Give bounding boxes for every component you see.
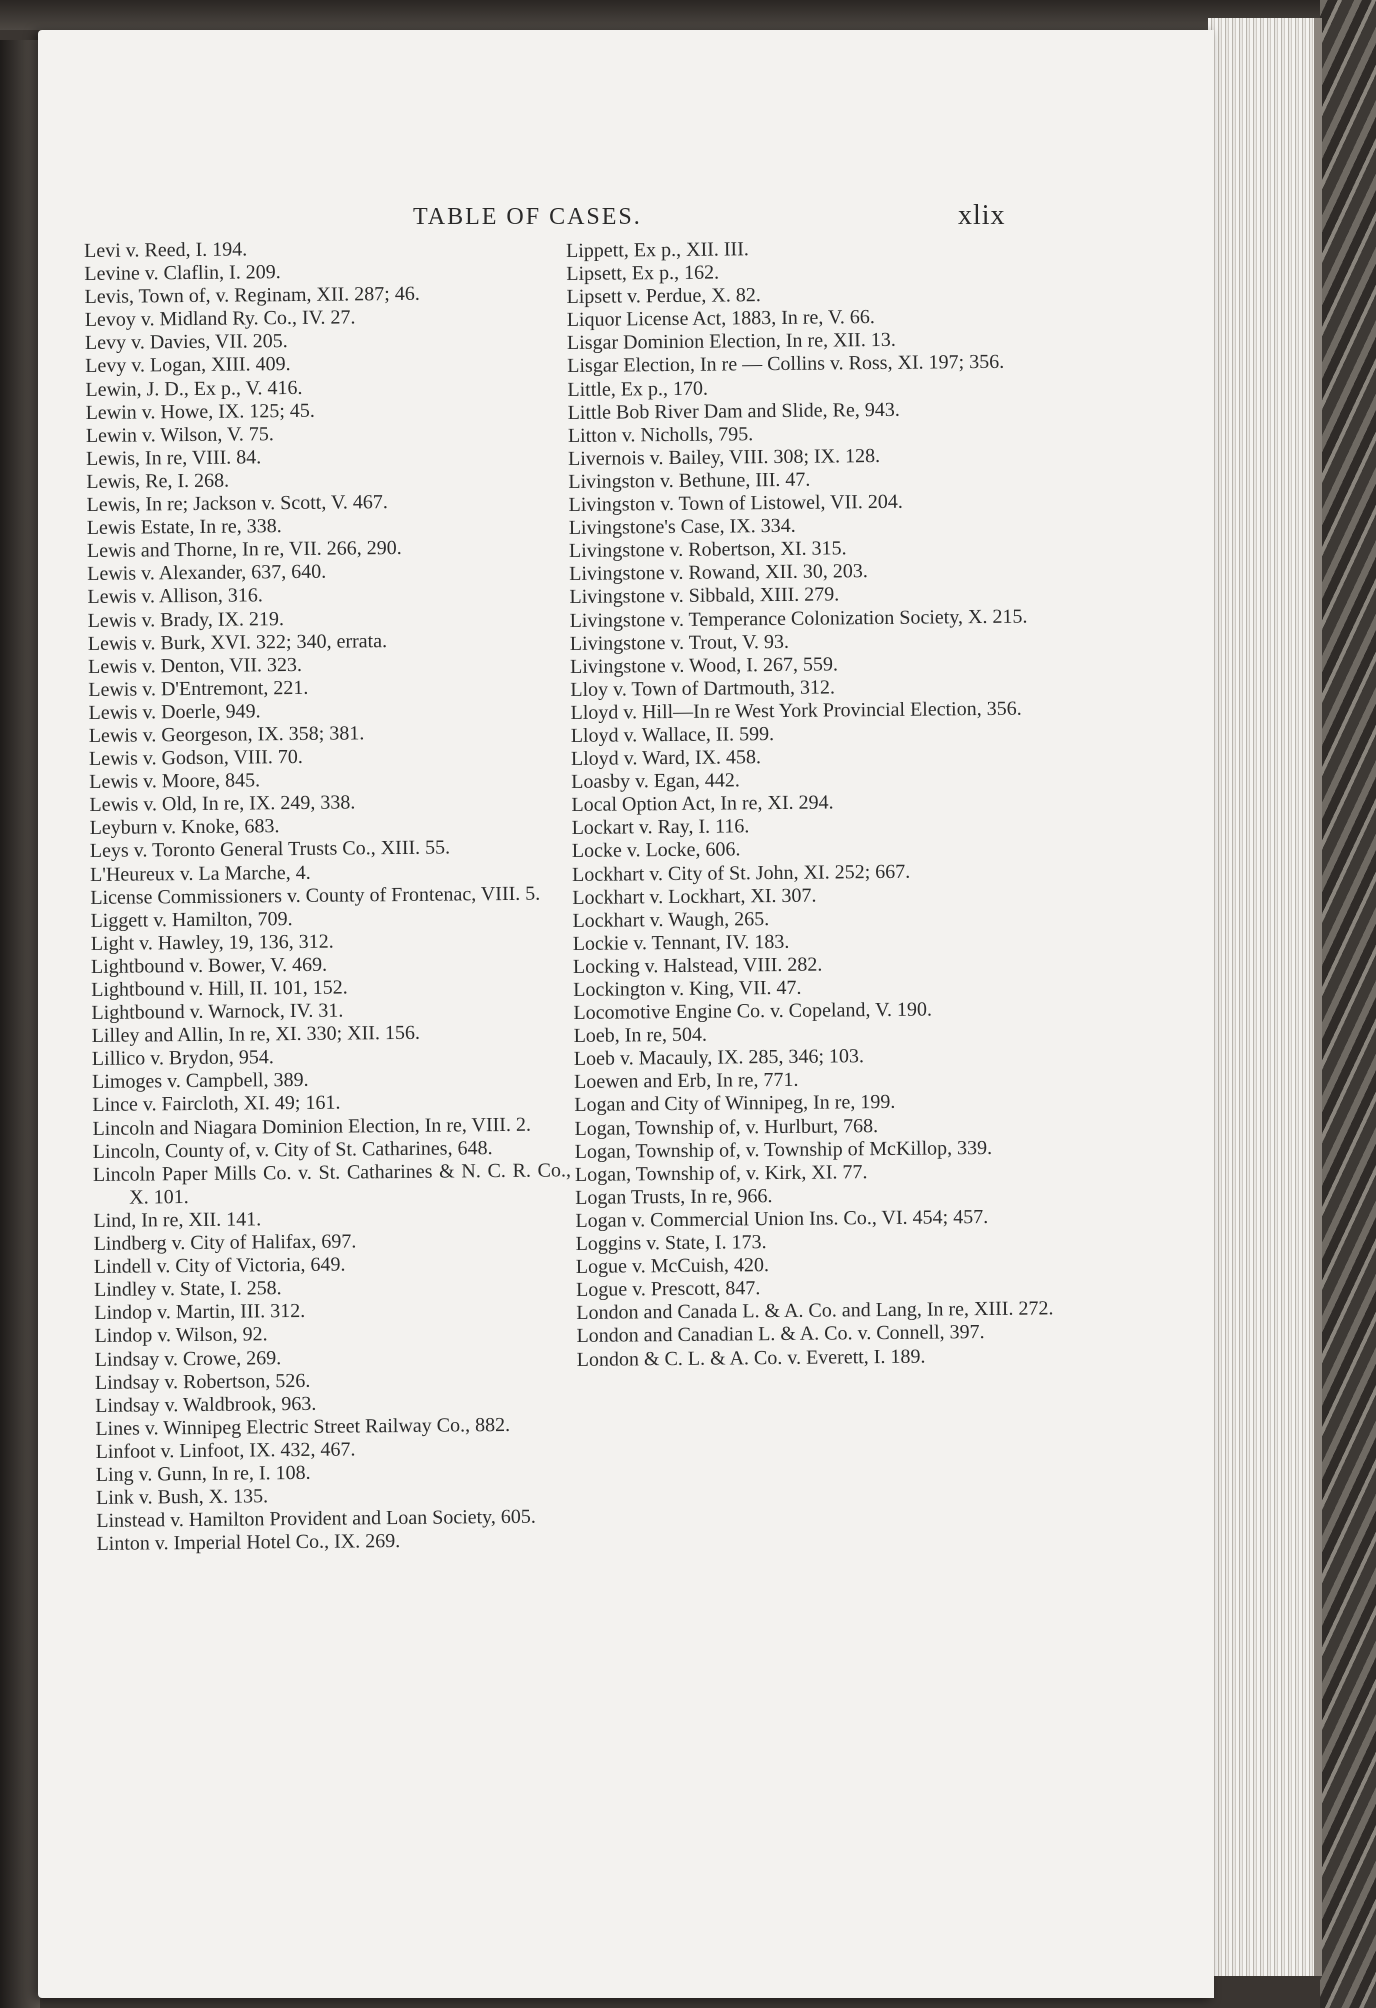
case-entry: Lewis v. D'Entremont, 221.: [88, 676, 309, 701]
case-entry: Loasby v. Egan, 442.: [571, 769, 740, 794]
case-entry: Little, Ex p., 170.: [567, 377, 709, 401]
case-entry: Local Option Act, In re, XI. 294.: [571, 791, 834, 817]
case-entry: Lindsay v. Crowe, 269.: [94, 1346, 282, 1371]
case-entry: Lincoln Paper Mills Co. v. St. Catharines & N. C. R. Co., X. 101.: [92, 1159, 572, 1209]
case-entry: Lewis Estate, In re, 338.: [86, 515, 282, 540]
case-entry: Lewis v. Moore, 845.: [89, 769, 261, 794]
case-entry: Lindop v. Wilson, 92.: [94, 1323, 268, 1348]
case-entry: Levi v. Reed, I. 194.: [84, 238, 248, 262]
case-entry: Livingstone's Case, IX. 334.: [568, 514, 796, 540]
case-entry: Lewin, J. D., Ex p., V. 416.: [85, 376, 303, 401]
case-entry: Lloyd v. Ward, IX. 458.: [570, 746, 762, 771]
case-entry: Link v. Bush, X. 135.: [95, 1485, 269, 1510]
case-entry: Liggett v. Hamilton, 709.: [90, 907, 293, 932]
case-entry: Lewis v. Old, In re, IX. 249, 338.: [89, 791, 356, 817]
case-entry: License Commissioners v. County of Frontenac, VIII. 5.: [90, 882, 541, 909]
case-entry: Livingstone v. Temperance Colonization Society, X. 215.: [569, 605, 1028, 632]
case-entry: Livingstone v. Robertson, XI. 315.: [568, 537, 847, 563]
case-entry: Little Bob River Dam and Slide, Re, 943.: [567, 398, 900, 424]
case-entry: Lightbound v. Hill, II. 101, 152.: [91, 976, 348, 1001]
case-entry: Linton v. Imperial Hotel Co., IX. 269.: [96, 1530, 401, 1556]
case-entry: Lockhart v. Waugh, 265.: [572, 907, 770, 932]
case-entry: Lilley and Allin, In re, XI. 330; XII. 156.: [91, 1022, 421, 1048]
case-entry: Lewis v. Alexander, 637, 640.: [87, 561, 327, 586]
case-entry: Lewis and Thorne, In re, VII. 266, 290.: [86, 537, 402, 563]
case-entry: Lindop v. Martin, III. 312.: [94, 1300, 306, 1325]
case-entry: Levine v. Claflin, I. 209.: [84, 261, 281, 286]
case-entry: Lockhart v. Lockhart, XI. 307.: [572, 884, 817, 909]
case-entry: Lipsett v. Perdue, X. 82.: [566, 284, 761, 309]
case-entry: Logan Trusts, In re, 966.: [575, 1184, 773, 1209]
case-entry: Lewis v. Doerle, 949.: [88, 700, 261, 724]
case-entry: Logan, Township of, v. Hurlburt, 768.: [574, 1114, 879, 1140]
case-entry: Leyburn v. Knoke, 683.: [89, 815, 280, 840]
case-entry: Livernois v. Bailey, VIII. 308; IX. 128.: [567, 444, 881, 470]
case-entry: Lindell v. City of Victoria, 649.: [93, 1253, 346, 1279]
case-entry: Loeb, In re, 504.: [573, 1023, 708, 1048]
case-entry: Lloyd v. Hill—In re West York Provincial Election, 356.: [570, 697, 1022, 724]
case-entry: Lightbound v. Bower, V. 469.: [90, 953, 328, 978]
case-entry: Levy v. Davies, VII. 205.: [84, 330, 288, 355]
case-entry: Lines v. Winnipeg Electric Street Railway Co., 882.: [95, 1413, 511, 1440]
case-entry: Lince v. Faircloth, XI. 49; 161.: [92, 1092, 341, 1117]
case-entry: Lewis v. Godson, VIII. 70.: [88, 745, 303, 771]
case-entry: Livingstone v. Wood, I. 267, 559.: [569, 653, 839, 678]
case-entry: Lewin v. Wilson, V. 75.: [85, 422, 274, 447]
case-entry: Lindberg v. City of Halifax, 697.: [93, 1230, 357, 1255]
case-entry: London and Canada L. & A. Co. and Lang, In re, XIII. 272.: [576, 1297, 1054, 1325]
case-entry: Logan v. Commercial Union Ins. Co., VI. 454; 457.: [575, 1205, 989, 1232]
case-entry: Levoy v. Midland Ry. Co., IV. 27.: [84, 306, 356, 332]
case-entry: Leys v. Toronto General Trusts Co., XIII. 55.: [89, 836, 451, 863]
case-entry: Livingstone v. Sibbald, XIII. 279.: [569, 583, 840, 609]
case-entry: L'Heureux v. La Marche, 4.: [89, 861, 311, 886]
case-entry: Limoges v. Campbell, 389.: [91, 1069, 309, 1094]
case-entry: Lloyd v. Wallace, II. 599.: [570, 722, 775, 747]
case-entry: Lewis, Re, I. 268.: [86, 469, 230, 493]
case-entry: Logue v. Prescott, 847.: [575, 1277, 761, 1302]
case-entry: Lewis v. Georgeson, IX. 358; 381.: [88, 722, 365, 747]
case-entry: Lisgar Dominion Election, In re, XII. 13.: [566, 329, 896, 355]
case-entry: Logan, Township of, v. Kirk, XI. 77.: [574, 1160, 868, 1186]
case-entry: Lippett, Ex p., XII. III.: [566, 238, 749, 262]
case-entry: Lewis v. Denton, VII. 323.: [87, 653, 303, 678]
case-entry: Lewis v. Allison, 316.: [87, 584, 263, 609]
facing-page-shadow: [0, 40, 40, 2008]
running-header: [38, 200, 1214, 240]
case-entry: Levy v. Logan, XIII. 409.: [85, 353, 291, 378]
case-entry: Locke v. Locke, 606.: [571, 838, 741, 863]
case-entry: London and Canadian L. & A. Co. v. Connell, 397.: [576, 1321, 985, 1348]
case-entry: Livingston v. Town of Listowel, VII. 204.: [568, 490, 903, 517]
case-entry: Logan and City of Winnipeg, In re, 199.: [574, 1091, 896, 1117]
case-entry: Lockhart v. City of St. John, XI. 252; 667.: [571, 860, 911, 886]
page-block-edges: [1208, 18, 1322, 1976]
page-number: xlix: [958, 200, 1006, 231]
case-entry: Levis, Town of, v. Reginam, XII. 287; 46.: [84, 282, 420, 309]
page-title: TABLE OF CASES.: [413, 204, 642, 230]
case-entry: Loggins v. State, I. 173.: [575, 1231, 767, 1255]
case-entry: Litton v. Nicholls, 795.: [567, 422, 754, 447]
case-entry: Lloy v. Town of Dartmouth, 312.: [570, 676, 836, 701]
case-entry: Lincoln and Niagara Dominion Election, In re, VIII. 2.: [92, 1113, 532, 1140]
case-entry: Lewis v. Burk, XVI. 322; 340, errata.: [87, 629, 388, 655]
case-entry: Light v. Hawley, 19, 136, 312.: [90, 930, 334, 955]
case-entry: Lindsay v. Waldbrook, 963.: [95, 1392, 317, 1417]
case-entry: Lightbound v. Warnock, IV. 31.: [91, 999, 344, 1025]
case-entry: Linstead v. Hamilton Provident and Loan Society, 605.: [96, 1505, 536, 1533]
case-entry: Livingston v. Bethune, III. 47.: [568, 468, 811, 493]
case-entry: Linfoot v. Linfoot, IX. 432, 467.: [95, 1438, 356, 1463]
case-entry: Locking v. Halstead, VIII. 282.: [572, 953, 823, 978]
case-entry: Locomotive Engine Co. v. Copeland, V. 190.: [573, 998, 933, 1025]
case-entry: Lillico v. Brydon, 954.: [91, 1046, 274, 1071]
case-entry: Logan, Township of, v. Township of McKillop, 339.: [574, 1136, 993, 1163]
right-column: [566, 235, 1059, 1840]
case-entry: Loeb v. Macauly, IX. 285, 346; 103.: [573, 1045, 865, 1071]
case-entry: Livingstone v. Trout, V. 93.: [569, 630, 790, 655]
case-entry: Lind, In re, XII. 141.: [93, 1208, 262, 1232]
case-entry: London & C. L. & A. Co. v. Everett, I. 189.: [576, 1345, 926, 1371]
case-entry: Livingstone v. Rowand, XII. 30, 203.: [569, 560, 868, 586]
case-entry: Lockington v. King, VII. 47.: [573, 976, 802, 1001]
case-entry: Loewen and Erb, In re, 771.: [573, 1069, 799, 1094]
case-entry: Lockart v. Ray, I. 116.: [571, 815, 750, 840]
case-entry: Lindsay v. Robertson, 526.: [94, 1369, 311, 1394]
case-entry: Lincoln, County of, v. City of St. Catharines, 648.: [92, 1136, 493, 1163]
case-entry: Lockie v. Tennant, IV. 183.: [572, 930, 790, 955]
case-entry: Ling v. Gunn, In re, I. 108.: [95, 1461, 311, 1486]
case-entry: Lisgar Election, In re — Collins v. Ross, XI. 197; 356.: [567, 351, 1005, 378]
case-entry: Liquor License Act, 1883, In re, V. 66.: [566, 306, 875, 332]
case-entry: Lewis, In re; Jackson v. Scott, V. 467.: [86, 491, 388, 517]
case-entry: Lewis, In re, VIII. 84.: [85, 446, 262, 470]
background-top: [0, 0, 1376, 30]
case-entry: Lipsett, Ex p., 162.: [566, 261, 720, 286]
book-page: [38, 30, 1214, 1998]
marbled-cover-edge: [1320, 0, 1376, 2008]
case-entry: Lewin v. Howe, IX. 125; 45.: [85, 399, 315, 424]
case-entry: Logue v. McCuish, 420.: [575, 1254, 770, 1279]
case-entry: Lewis v. Brady, IX. 219.: [87, 607, 285, 632]
case-entry: Lindley v. State, I. 258.: [93, 1277, 282, 1302]
left-column: [84, 235, 577, 1840]
